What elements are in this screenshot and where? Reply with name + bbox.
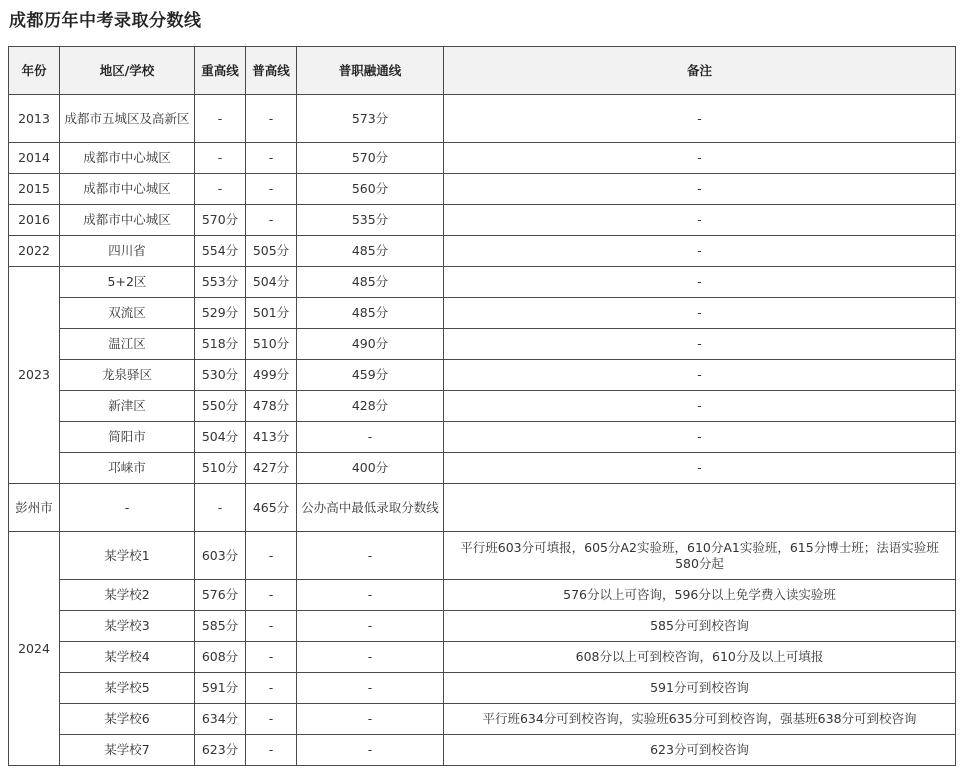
cell-integration-line: - <box>297 673 444 704</box>
cell-key-line: 634分 <box>195 704 246 735</box>
table-row <box>9 236 956 267</box>
cell-region: 成都市五城区及高新区 <box>60 95 195 143</box>
cell-note: - <box>444 298 956 329</box>
cell-integration-line: 485分 <box>297 267 444 298</box>
cell-year: 2023 <box>9 267 60 484</box>
header-general-line: 普高线 <box>246 47 297 95</box>
cell-integration-line: - <box>297 735 444 766</box>
cell-note: 585分可到校咨询 <box>444 611 956 642</box>
cell-year: 2014 <box>9 143 60 174</box>
cell-general-line: - <box>246 611 297 642</box>
cell-key-line: 550分 <box>195 391 246 422</box>
cell-region: 某学校2 <box>60 580 195 611</box>
cell-note: - <box>444 143 956 174</box>
cell-integration-line: 573分 <box>297 95 444 143</box>
cell-year: 彭州市 <box>9 484 60 532</box>
cell-key-line: 530分 <box>195 360 246 391</box>
score-table <box>8 46 956 766</box>
cell-note: - <box>444 391 956 422</box>
cell-region: 新津区 <box>60 391 195 422</box>
table-row <box>9 267 956 298</box>
cell-note: 平行班603分可填报，605分A2实验班，610分A1实验班，615分博士班；法语实验班580分起 <box>444 532 956 580</box>
cell-key-line: 570分 <box>195 205 246 236</box>
cell-key-line: 510分 <box>195 453 246 484</box>
cell-key-line: 623分 <box>195 735 246 766</box>
cell-year: 2015 <box>9 174 60 205</box>
cell-general-line: - <box>246 143 297 174</box>
table-row <box>9 174 956 205</box>
table-row <box>9 611 956 642</box>
cell-general-line: - <box>246 205 297 236</box>
cell-integration-line: 485分 <box>297 298 444 329</box>
cell-region: 5+2区 <box>60 267 195 298</box>
cell-key-line: 608分 <box>195 642 246 673</box>
cell-region: 成都市中心城区 <box>60 143 195 174</box>
cell-general-line: - <box>246 532 297 580</box>
cell-note: 576分以上可咨询，596分以上免学费入读实验班 <box>444 580 956 611</box>
table-row <box>9 329 956 360</box>
cell-region: 邛崃市 <box>60 453 195 484</box>
cell-general-line: - <box>246 95 297 143</box>
page-title: 成都历年中考录取分数线 <box>9 11 202 31</box>
cell-key-line: - <box>195 95 246 143</box>
cell-region: 某学校5 <box>60 673 195 704</box>
cell-key-line: 591分 <box>195 673 246 704</box>
cell-region: 成都市中心城区 <box>60 205 195 236</box>
cell-integration-line: - <box>297 422 444 453</box>
table-row <box>9 673 956 704</box>
cell-general-line: 505分 <box>246 236 297 267</box>
cell-general-line: 499分 <box>246 360 297 391</box>
cell-key-line: - <box>195 484 246 532</box>
cell-key-line: 554分 <box>195 236 246 267</box>
cell-integration-line: - <box>297 580 444 611</box>
cell-key-line: - <box>195 174 246 205</box>
cell-key-line: 553分 <box>195 267 246 298</box>
cell-note: - <box>444 95 956 143</box>
cell-key-line: 576分 <box>195 580 246 611</box>
header-region: 地区/学校 <box>60 47 195 95</box>
table-row <box>9 205 956 236</box>
cell-region: 龙泉驿区 <box>60 360 195 391</box>
cell-integration-line: 490分 <box>297 329 444 360</box>
table-row <box>9 704 956 735</box>
cell-integration-line: - <box>297 704 444 735</box>
table-row <box>9 484 956 532</box>
cell-general-line: - <box>246 735 297 766</box>
cell-note: - <box>444 236 956 267</box>
cell-integration-line: - <box>297 642 444 673</box>
cell-key-line: 529分 <box>195 298 246 329</box>
cell-general-line: 501分 <box>246 298 297 329</box>
cell-region: 某学校7 <box>60 735 195 766</box>
cell-general-line: 504分 <box>246 267 297 298</box>
cell-general-line: - <box>246 642 297 673</box>
cell-general-line: 427分 <box>246 453 297 484</box>
cell-region: 成都市中心城区 <box>60 174 195 205</box>
table-row <box>9 735 956 766</box>
cell-note: - <box>444 329 956 360</box>
cell-general-line: 478分 <box>246 391 297 422</box>
cell-integration-line: 459分 <box>297 360 444 391</box>
cell-region: 温江区 <box>60 329 195 360</box>
header-integration-line: 普职融通线 <box>297 47 444 95</box>
cell-region: 某学校6 <box>60 704 195 735</box>
cell-key-line: 504分 <box>195 422 246 453</box>
cell-region: 简阳市 <box>60 422 195 453</box>
cell-note: - <box>444 267 956 298</box>
cell-integration-line: 485分 <box>297 236 444 267</box>
cell-region: 四川省 <box>60 236 195 267</box>
cell-year: 2016 <box>9 205 60 236</box>
cell-integration-line: 570分 <box>297 143 444 174</box>
cell-note: - <box>444 205 956 236</box>
header-year: 年份 <box>9 47 60 95</box>
cell-note: 平行班634分可到校咨询，实验班635分可到校咨询，强基班638分可到校咨询 <box>444 704 956 735</box>
table-row <box>9 95 956 143</box>
cell-integration-line: - <box>297 532 444 580</box>
cell-integration-line: 428分 <box>297 391 444 422</box>
table-row <box>9 532 956 580</box>
cell-year: 2022 <box>9 236 60 267</box>
header-key-line: 重高线 <box>195 47 246 95</box>
table-row <box>9 143 956 174</box>
header-note: 备注 <box>444 47 956 95</box>
cell-key-line: 585分 <box>195 611 246 642</box>
cell-note: - <box>444 360 956 391</box>
cell-note: 591分可到校咨询 <box>444 673 956 704</box>
cell-integration-line: 公办高中最低录取分数线 <box>297 484 444 532</box>
cell-general-line: - <box>246 580 297 611</box>
table-row <box>9 453 956 484</box>
cell-region: - <box>60 484 195 532</box>
cell-general-line: - <box>246 673 297 704</box>
cell-key-line: 518分 <box>195 329 246 360</box>
cell-general-line: - <box>246 704 297 735</box>
cell-region: 某学校1 <box>60 532 195 580</box>
table-row <box>9 422 956 453</box>
cell-note: - <box>444 174 956 205</box>
cell-region: 某学校4 <box>60 642 195 673</box>
cell-region: 双流区 <box>60 298 195 329</box>
table-row <box>9 298 956 329</box>
cell-year: 2024 <box>9 532 60 766</box>
table-row <box>9 580 956 611</box>
cell-general-line: 465分 <box>246 484 297 532</box>
cell-note: 608分以上可到校咨询，610分及以上可填报 <box>444 642 956 673</box>
header-row <box>9 47 956 95</box>
cell-note: 623分可到校咨询 <box>444 735 956 766</box>
cell-integration-line: 535分 <box>297 205 444 236</box>
cell-integration-line: 400分 <box>297 453 444 484</box>
cell-note <box>444 484 956 532</box>
cell-key-line: 603分 <box>195 532 246 580</box>
table-row <box>9 391 956 422</box>
cell-general-line: 413分 <box>246 422 297 453</box>
cell-general-line: - <box>246 174 297 205</box>
cell-integration-line: - <box>297 611 444 642</box>
table-row <box>9 642 956 673</box>
cell-key-line: - <box>195 143 246 174</box>
cell-year: 2013 <box>9 95 60 143</box>
cell-general-line: 510分 <box>246 329 297 360</box>
cell-note: - <box>444 453 956 484</box>
cell-region: 某学校3 <box>60 611 195 642</box>
cell-note: - <box>444 422 956 453</box>
table-row <box>9 360 956 391</box>
cell-integration-line: 560分 <box>297 174 444 205</box>
